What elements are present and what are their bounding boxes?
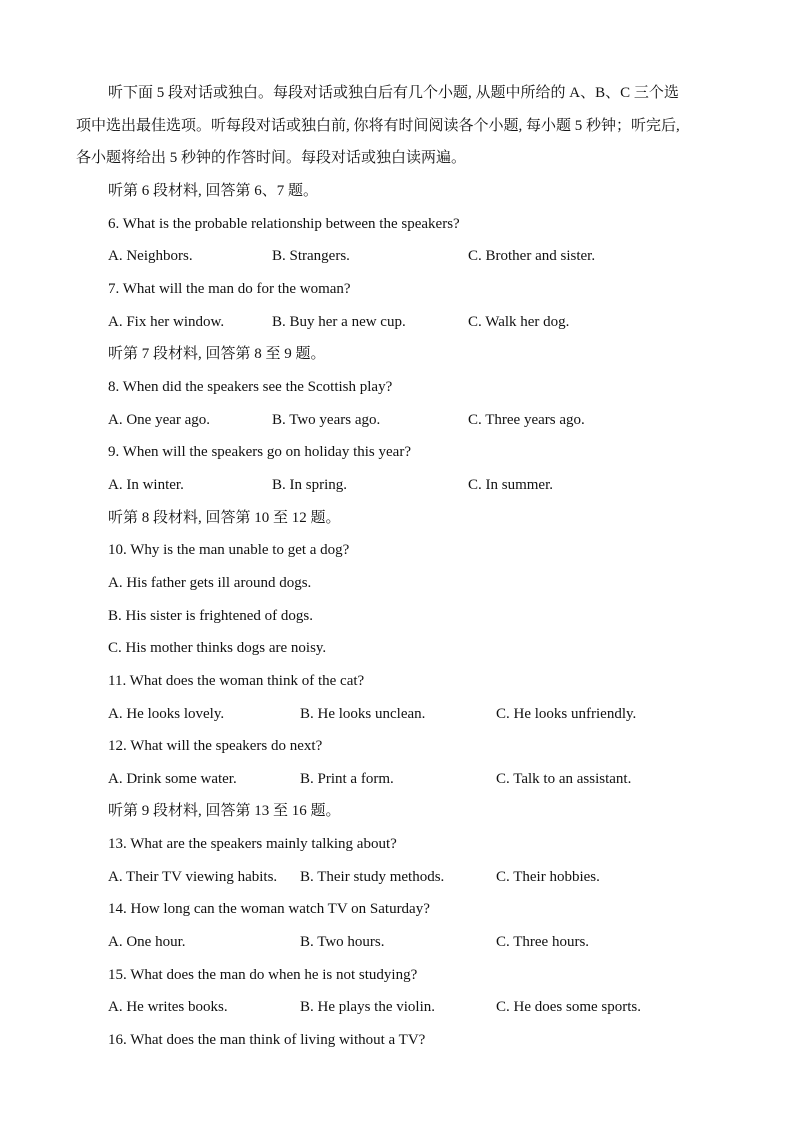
section-header: 听第 9 段材料, 回答第 13 至 16 题。	[108, 803, 341, 819]
option-15a: A. He writes books.	[108, 999, 228, 1015]
question-13: 13. What are the speakers mainly talking about?	[108, 836, 397, 852]
option-8a: A. One year ago.	[108, 412, 211, 428]
option-9c: C. In summer.	[468, 477, 553, 493]
question-15: 15. What does the man do when he is not studying?	[108, 967, 418, 983]
option-13b: B. Their study methods.	[300, 869, 445, 885]
option-8c: C. Three years ago.	[468, 412, 585, 428]
option-7b: B. Buy her a new cup.	[272, 314, 406, 330]
instructions-line-3: 各小题将给出 5 秒钟的作答时间。每段对话或独白读两遍。	[76, 150, 467, 166]
option-7c: C. Walk her dog.	[468, 314, 570, 330]
section-header: 听第 7 段材料, 回答第 8 至 9 题。	[108, 346, 326, 362]
option-14a: A. One hour.	[108, 934, 186, 950]
option-14b: B. Two hours.	[300, 934, 385, 950]
question-7: 7. What will the man do for the woman?	[108, 281, 351, 297]
option-13c: C. Their hobbies.	[496, 869, 600, 885]
instructions-line-2: 项中选出最佳选项。听每段对话或独白前, 你将有时间阅读各个小题, 每小题 5 秒钟；听完后,	[76, 118, 680, 134]
option-9b: B. In spring.	[272, 477, 347, 493]
option-6b: B. Strangers.	[272, 248, 350, 264]
option-13a: A. Their TV viewing habits.	[108, 869, 278, 885]
question-12: 12. What will the speakers do next?	[108, 738, 323, 754]
option-15b: B. He plays the violin.	[300, 999, 435, 1015]
option-12b: B. Print a form.	[300, 771, 394, 787]
option-9a: A. In winter.	[108, 477, 184, 493]
option-11c: C. He looks unfriendly.	[496, 706, 637, 722]
option-6a: A. Neighbors.	[108, 248, 193, 264]
option-14c: C. Three hours.	[496, 934, 590, 950]
option-10b: B. His sister is frightened of dogs.	[108, 608, 313, 624]
question-14: 14. How long can the woman watch TV on Saturday?	[108, 901, 430, 917]
option-10c: C. His mother thinks dogs are noisy.	[108, 640, 327, 656]
question-16: 16. What does the man think of living without a TV?	[108, 1032, 426, 1048]
option-11b: B. He looks unclean.	[300, 706, 426, 722]
option-12a: A. Drink some water.	[108, 771, 237, 787]
question-8: 8. When did the speakers see the Scottish play?	[108, 379, 393, 395]
option-10a: A. His father gets ill around dogs.	[108, 575, 312, 591]
question-9: 9. When will the speakers go on holiday this year?	[108, 444, 411, 460]
section-header: 听第 6 段材料, 回答第 6、7 题。	[108, 183, 319, 199]
option-15c: C. He does some sports.	[496, 999, 641, 1015]
option-8b: B. Two years ago.	[272, 412, 381, 428]
question-11: 11. What does the woman think of the cat?	[108, 673, 365, 689]
instructions-line-1: 听下面 5 段对话或独白。每段对话或独白后有几个小题, 从题中所给的 A、B、C 三个选	[108, 85, 679, 101]
option-7a: A. Fix her window.	[108, 314, 225, 330]
section-header: 听第 8 段材料, 回答第 10 至 12 题。	[108, 510, 341, 526]
question-6: 6. What is the probable relationship between the speakers?	[108, 216, 460, 232]
option-6c: C. Brother and sister.	[468, 248, 596, 264]
option-12c: C. Talk to an assistant.	[496, 771, 632, 787]
question-10: 10. Why is the man unable to get a dog?	[108, 542, 350, 558]
option-11a: A. He looks lovely.	[108, 706, 225, 722]
